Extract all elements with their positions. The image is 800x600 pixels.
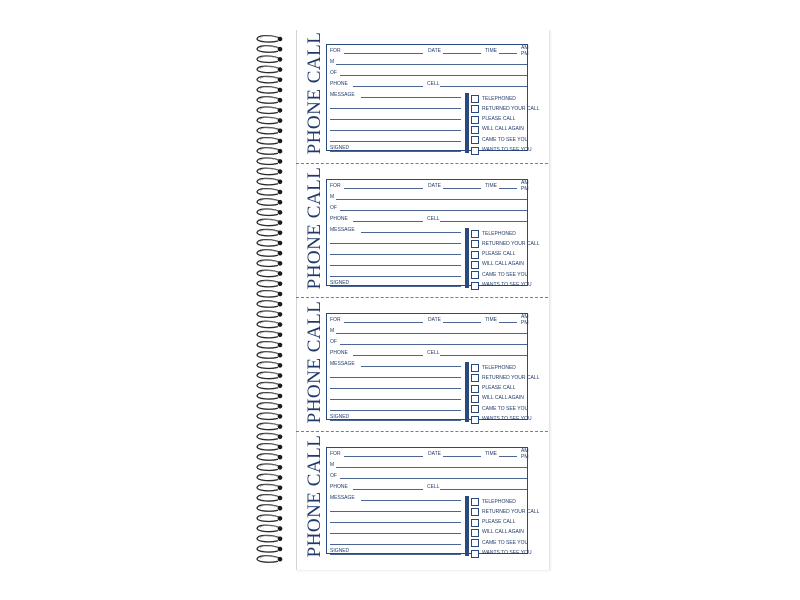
checkbox[interactable] [471,519,479,527]
message-line [330,119,461,120]
message-label: MESSAGE [330,361,355,367]
memo-title-text: PHONE CALL [304,31,325,155]
time-field [499,188,517,189]
signed-label: SIGNED [330,145,350,151]
of-field [340,344,527,345]
memo-form [326,313,540,422]
checkbox-label: PLEASE CALL [482,116,516,123]
phone-field [353,355,423,356]
spiral-coil [257,352,282,358]
for-label: FOR [330,317,341,323]
time-field [499,322,517,323]
spiral-coil [257,423,282,429]
memo-title [302,33,328,153]
checkbox-label: PLEASE CALL [482,385,516,392]
spiral-coil [257,36,282,42]
cell-field [440,86,527,87]
memo-form [326,447,540,556]
checkbox-label: RETURNED YOUR CALL [482,240,540,247]
checkbox[interactable] [471,416,479,424]
m-field [336,333,527,334]
time-label: TIME [485,48,497,54]
checkbox-label: WILL CALL AGAIN [482,126,524,133]
spiral-coil [257,107,282,113]
perforation-line [296,431,548,432]
checkbox-label: WANTS TO SEE YOU [482,416,532,422]
checkbox-label: TELEPHONED [482,230,516,237]
spiral-coil [257,117,282,123]
checkbox-label: WILL CALL AGAIN [482,261,524,268]
pm-label: PM [521,186,529,192]
spiral-coil [257,321,282,327]
memo-title-text: PHONE CALL [304,434,325,558]
checkbox-label: PLEASE CALL [482,519,516,526]
date-label: DATE [428,451,441,457]
signed-line [330,420,461,421]
checkbox[interactable] [471,126,479,134]
message-line [361,232,461,233]
memo-form [326,44,540,153]
spiral-coil [257,484,282,490]
signed-label: SIGNED [330,548,350,554]
checkbox-label: TELEPHONED [482,95,516,102]
checkbox-label: CAME TO SEE YOU [482,405,529,412]
message-line [330,108,461,109]
checkbox-label: CAME TO SEE YOU [482,271,529,278]
for-label: FOR [330,48,341,54]
spiral-coil [257,382,282,388]
checkbox[interactable] [471,374,479,382]
phone-call-memo [302,300,540,424]
message-line [330,533,461,534]
spiral-coil [257,199,282,205]
checkbox[interactable] [471,147,479,155]
signed-label: SIGNED [330,414,350,420]
for-field [344,53,423,54]
checkbox[interactable] [471,136,479,144]
checkbox[interactable] [471,529,479,537]
cell-label: CELL [427,484,440,490]
of-field [340,478,527,479]
date-field [443,188,481,189]
m-field [336,64,527,65]
spiral-coil [257,291,282,297]
memo-title [302,436,328,556]
cell-label: CELL [427,216,440,222]
message-label: MESSAGE [330,227,355,233]
for-field [344,188,423,189]
signed-line [330,286,461,287]
message-line [330,141,461,142]
checkbox-label: RETURNED YOUR CALL [482,105,540,112]
signed-line [330,554,461,555]
phone-field [353,221,423,222]
message-line [330,410,461,411]
checkbox-bar [465,228,469,288]
message-label: MESSAGE [330,92,355,98]
checkbox[interactable] [471,251,479,259]
phone-call-memo [302,31,540,155]
phone-call-memo [302,166,540,290]
checkbox[interactable] [471,550,479,558]
date-label: DATE [428,48,441,54]
memo-title-text: PHONE CALL [304,300,325,424]
date-field [443,53,481,54]
date-field [443,456,481,457]
spiral-coil [257,138,282,144]
checkbox[interactable] [471,405,479,413]
checkbox[interactable] [471,282,479,290]
spiral-coil [257,148,282,154]
am-label: AM [521,314,529,320]
spiral-coil [257,362,282,368]
m-label: M [330,59,335,65]
spiral-coil [257,495,282,501]
pm-label: PM [521,454,529,460]
cell-label: CELL [427,350,440,356]
checkbox[interactable] [471,498,479,506]
message-line [330,265,461,266]
checkbox-label: CAME TO SEE YOU [482,539,529,546]
message-line [330,276,461,277]
perforation-line [296,297,548,298]
memo-form [326,179,540,288]
am-label: AM [521,45,529,51]
of-label: OF [330,339,337,345]
spiral-coil [257,158,282,164]
checkbox-label: CAME TO SEE YOU [482,136,529,143]
checkbox[interactable] [471,539,479,547]
message-line [330,243,461,244]
spiral-coil [257,413,282,419]
checkbox-label: WILL CALL AGAIN [482,529,524,536]
cell-field [440,489,527,490]
spiral-coil [257,556,282,562]
time-label: TIME [485,183,497,189]
message-line [330,511,461,512]
checkbox[interactable] [471,95,479,103]
date-label: DATE [428,183,441,189]
spiral-coil [257,219,282,225]
checkbox-label: PLEASE CALL [482,251,516,258]
phone-field [353,489,423,490]
spiral-coil [257,97,282,103]
message-line [361,500,461,501]
phone-label: PHONE [330,350,348,356]
message-line [330,377,461,378]
m-label: M [330,194,335,200]
checkbox[interactable] [471,240,479,248]
for-field [344,322,423,323]
message-line [361,366,461,367]
of-label: OF [330,70,337,76]
checkbox-label: WANTS TO SEE YOU [482,550,532,556]
checkbox[interactable] [471,508,479,516]
spiral-coil [257,46,282,52]
checkbox-label: WANTS TO SEE YOU [482,147,532,153]
spiral-coil [257,474,282,480]
checkbox-bar [465,362,469,422]
of-field [340,210,527,211]
checkbox-label: RETURNED YOUR CALL [482,508,540,515]
checkbox[interactable] [471,271,479,279]
message-line [361,97,461,98]
memo-title [302,168,328,288]
checkbox[interactable] [471,261,479,269]
checkbox[interactable] [471,116,479,124]
spiral-coil [257,464,282,470]
pm-label: PM [521,51,529,57]
spiral-coil [257,87,282,93]
message-line [330,522,461,523]
checkbox-bar [465,93,469,153]
checkbox-label: RETURNED YOUR CALL [482,374,540,381]
spiral-coil [257,66,282,72]
for-label: FOR [330,451,341,457]
spiral-coil [257,189,282,195]
checkbox[interactable] [471,395,479,403]
signed-line [330,151,461,152]
spiral-binding [252,30,302,570]
spiral-coil [257,393,282,399]
of-label: OF [330,473,337,479]
date-field [443,322,481,323]
spiral-coil [257,76,282,82]
spiral-coil [257,260,282,266]
checkbox-label: WANTS TO SEE YOU [482,282,532,288]
spiral-coil [257,515,282,521]
memo-title [302,302,328,422]
spiral-coil [257,127,282,133]
date-label: DATE [428,317,441,323]
spiral-coil [257,209,282,215]
spiral-coil [257,240,282,246]
spiral-coil [257,250,282,256]
message-label: MESSAGE [330,495,355,501]
spiral-coil [257,525,282,531]
checkbox[interactable] [471,105,479,113]
phone-label: PHONE [330,216,348,222]
m-label: M [330,328,335,334]
message-line [330,399,461,400]
spiral-coil [257,270,282,276]
spiral-coil [257,56,282,62]
checkbox-label: WILL CALL AGAIN [482,395,524,402]
perforation-line [296,163,548,164]
of-label: OF [330,205,337,211]
pm-label: PM [521,320,529,326]
checkbox[interactable] [471,230,479,238]
spiral-coil [257,168,282,174]
spiral-coil [257,178,282,184]
m-field [336,467,527,468]
spiral-coil [257,229,282,235]
message-line [330,388,461,389]
spiral-coil [257,372,282,378]
checkbox-label: TELEPHONED [482,364,516,371]
cell-field [440,355,527,356]
phone-label: PHONE [330,81,348,87]
am-label: AM [521,180,529,186]
am-label: AM [521,448,529,454]
time-field [499,53,517,54]
cell-label: CELL [427,81,440,87]
spiral-coil [257,535,282,541]
phone-field [353,86,423,87]
time-field [499,456,517,457]
spiral-coil [257,280,282,286]
spiral-coil [257,433,282,439]
for-field [344,456,423,457]
spiral-coil [257,454,282,460]
of-field [340,75,527,76]
phone-call-memo [302,434,540,558]
message-line [330,254,461,255]
spiral-coil [257,505,282,511]
checkbox[interactable] [471,385,479,393]
spiral-coil [257,444,282,450]
spiral-coil [257,301,282,307]
message-line [330,130,461,131]
for-label: FOR [330,183,341,189]
message-line [330,544,461,545]
signed-label: SIGNED [330,280,350,286]
time-label: TIME [485,317,497,323]
m-field [336,199,527,200]
time-label: TIME [485,451,497,457]
m-label: M [330,462,335,468]
checkbox-bar [465,496,469,556]
spiral-coil [257,311,282,317]
checkbox[interactable] [471,364,479,372]
spiral-coil [257,342,282,348]
spiral-coil [257,403,282,409]
spiral-coil [257,331,282,337]
cell-field [440,221,527,222]
memo-title-text: PHONE CALL [304,166,325,290]
phone-label: PHONE [330,484,348,490]
checkbox-label: TELEPHONED [482,498,516,505]
spiral-coil [257,546,282,552]
